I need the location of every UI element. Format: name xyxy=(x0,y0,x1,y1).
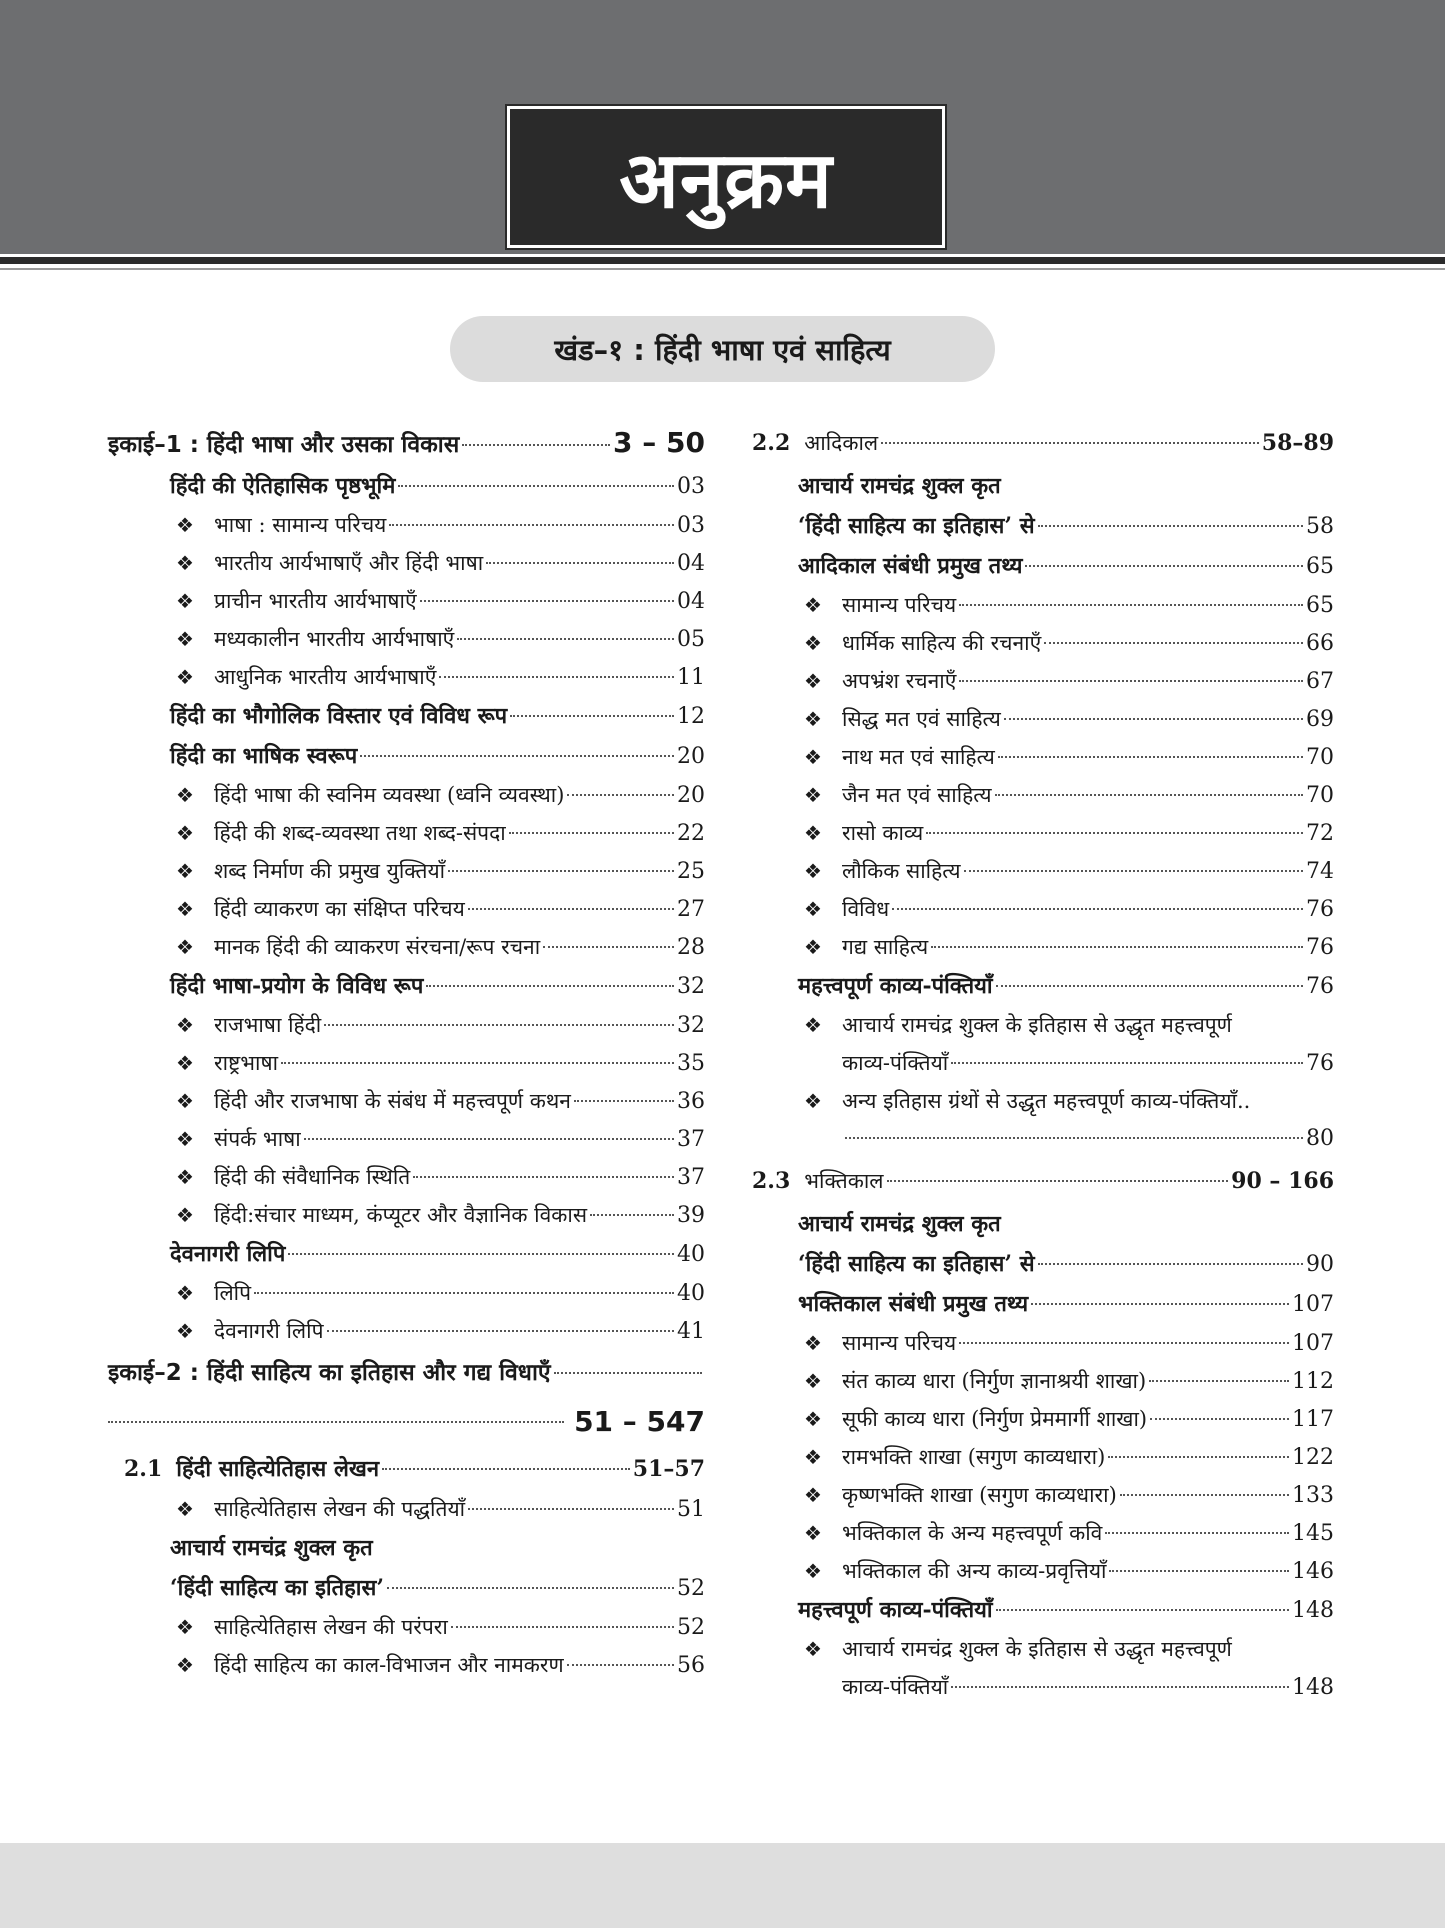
bullet-icon: ❖ xyxy=(176,1497,194,1521)
bullet-icon: ❖ xyxy=(176,627,194,651)
toc-entry[interactable]: ❖ संत काव्य धारा (निर्गुण ज्ञानाश्रयी शाखा) 112 xyxy=(752,1362,1334,1400)
toc-entry[interactable]: ❖ राष्ट्रभाषा 35 xyxy=(108,1044,705,1082)
toc-entry[interactable]: ❖ साहित्येतिहास लेखन की परंपरा 52 xyxy=(108,1608,705,1646)
toc-entry[interactable]: ❖ हिंदी साहित्य का काल-विभाजन और नामकरण 56 xyxy=(108,1646,705,1684)
header-rule xyxy=(0,257,1445,264)
bullet-icon: ❖ xyxy=(176,821,194,845)
toc-entry[interactable]: ❖ अपभ्रंश रचनाएँ 67 xyxy=(752,662,1334,700)
toc-entry[interactable]: हिंदी का भौगोलिक विस्तार एवं विविध रूप 12 xyxy=(170,703,705,729)
page-title: अनुक्रम xyxy=(619,136,833,226)
header-rule-thin xyxy=(0,268,1445,270)
toc-entry[interactable]: ❖ जैन मत एवं साहित्य 70 xyxy=(752,776,1334,814)
bullet-icon: ❖ xyxy=(176,1615,194,1639)
bullet-icon: ❖ xyxy=(804,1559,822,1583)
toc-entry[interactable]: ❖ हिंदी की शब्द-व्यवस्था तथा शब्द-संपदा 22 xyxy=(108,814,705,852)
toc-entry[interactable]: ❖ भक्तिकाल के अन्य महत्त्वपूर्ण कवि 145 xyxy=(752,1514,1334,1552)
bullet-icon: ❖ xyxy=(176,665,194,689)
toc-entry[interactable]: ❖ आचार्य रामचंद्र शुक्ल के इतिहास से उद्धृत महत्त्वपूर्ण xyxy=(752,1630,1334,1668)
toc-entry[interactable]: ❖ गद्य साहित्य 76 xyxy=(752,928,1334,966)
bullet-icon: ❖ xyxy=(804,669,822,693)
toc-unit-2[interactable]: इकाई–2 : हिंदी साहित्य का इतिहास और गद्य विधाएँ xyxy=(108,1350,705,1396)
toc-entry[interactable]: ❖ सिद्ध मत एवं साहित्य 69 xyxy=(752,700,1334,738)
toc-left-column xyxy=(108,420,705,1684)
toc-entry[interactable]: ❖ नाथ मत एवं साहित्य 70 xyxy=(752,738,1334,776)
toc-entry[interactable]: देवनागरी लिपि 40 xyxy=(170,1241,705,1267)
toc-entry[interactable]: ❖ भक्तिकाल की अन्य काव्य-प्रवृत्तियाँ 146 xyxy=(752,1552,1334,1590)
toc-entry[interactable]: आदिकाल संबंधी प्रमुख तथ्य 65 xyxy=(798,553,1334,579)
toc-entry[interactable]: ❖ अन्य इतिहास ग्रंथों से उद्धृत महत्त्वपूर्ण काव्य-पंक्तियाँ.. xyxy=(752,1082,1334,1120)
toc-entry[interactable]: महत्त्वपूर्ण काव्य-पंक्तियाँ 76 xyxy=(798,973,1334,999)
bullet-icon: ❖ xyxy=(804,707,822,731)
toc-entry-continuation[interactable]: 80 xyxy=(752,1120,1334,1158)
toc-entry[interactable]: ❖ आचार्य रामचंद्र शुक्ल के इतिहास से उद्धृत महत्त्वपूर्ण xyxy=(752,1006,1334,1044)
bullet-icon: ❖ xyxy=(804,783,822,807)
footer-band xyxy=(0,1843,1445,1928)
toc-entry[interactable]: हिंदी की ऐतिहासिक पृष्ठभूमि 03 xyxy=(170,473,705,499)
bullet-icon: ❖ xyxy=(804,897,822,921)
bullet-icon: ❖ xyxy=(804,1637,822,1661)
toc-entry[interactable]: आचार्य रामचंद्र शुक्ल कृत xyxy=(170,1535,373,1561)
bullet-icon: ❖ xyxy=(176,1013,194,1037)
toc-entry[interactable]: ❖ भाषा : सामान्य परिचय 03 xyxy=(108,506,705,544)
bullet-icon: ❖ xyxy=(804,631,822,655)
toc-entry[interactable]: ❖ लिपि 40 xyxy=(108,1274,705,1312)
bullet-icon: ❖ xyxy=(176,897,194,921)
toc-entry[interactable]: ❖ हिंदी व्याकरण का संक्षिप्त परिचय 27 xyxy=(108,890,705,928)
toc-entry[interactable]: ❖ रामभक्ति शाखा (सगुण काव्यधारा) 122 xyxy=(752,1438,1334,1476)
toc-entry[interactable]: ❖ हिंदी भाषा की स्वनिम व्यवस्था (ध्वनि व्यवस्था) 20 xyxy=(108,776,705,814)
bullet-icon: ❖ xyxy=(176,1653,194,1677)
toc-entry[interactable]: ❖ साहित्येतिहास लेखन की पद्धतियाँ 51 xyxy=(108,1490,705,1528)
toc-entry[interactable]: ❖ आधुनिक भारतीय आर्यभाषाएँ 11 xyxy=(108,658,705,696)
toc-entry[interactable]: आचार्य रामचंद्र शुक्ल कृत xyxy=(798,1211,1001,1237)
bullet-icon: ❖ xyxy=(176,1089,194,1113)
toc-entry[interactable]: ❖ सूफी काव्य धारा (निर्गुण प्रेममार्गी शाखा) 117 xyxy=(752,1400,1334,1438)
toc-entry-continuation[interactable]: काव्य-पंक्तियाँ 76 xyxy=(842,1051,1334,1076)
toc-entry[interactable]: ❖ हिंदी:संचार माध्यम, कंप्यूटर और वैज्ञानिक विकास 39 xyxy=(108,1196,705,1234)
toc-entry[interactable]: ‘हिंदी साहित्य का इतिहास’ 52 xyxy=(170,1575,705,1601)
bullet-icon: ❖ xyxy=(176,783,194,807)
toc-entry[interactable]: ❖ देवनागरी लिपि 41 xyxy=(108,1312,705,1350)
bullet-icon: ❖ xyxy=(176,1127,194,1151)
section-title: खंड–१ : हिंदी भाषा एवं साहित्य xyxy=(554,332,891,367)
bullet-icon: ❖ xyxy=(804,1089,822,1113)
bullet-icon: ❖ xyxy=(804,745,822,769)
toc-entry[interactable]: महत्त्वपूर्ण काव्य-पंक्तियाँ 148 xyxy=(798,1597,1334,1623)
toc-entry[interactable]: ❖ शब्द निर्माण की प्रमुख युक्तियाँ 25 xyxy=(108,852,705,890)
toc-entry[interactable]: ❖ लौकिक साहित्य 74 xyxy=(752,852,1334,890)
title-box xyxy=(507,106,945,248)
toc-section-2-1[interactable]: 2.1 हिंदी साहित्येतिहास लेखन 51–57 xyxy=(124,1456,705,1482)
toc-entry[interactable]: ❖ धार्मिक साहित्य की रचनाएँ 66 xyxy=(752,624,1334,662)
toc-entry[interactable]: भक्तिकाल संबंधी प्रमुख तथ्य 107 xyxy=(798,1291,1334,1317)
bullet-icon: ❖ xyxy=(176,589,194,613)
bullet-icon: ❖ xyxy=(176,513,194,537)
toc-entry[interactable]: ❖ भारतीय आर्यभाषाएँ और हिंदी भाषा 04 xyxy=(108,544,705,582)
toc-entry[interactable]: ❖ मध्यकालीन भारतीय आर्यभाषाएँ 05 xyxy=(108,620,705,658)
bullet-icon: ❖ xyxy=(804,1331,822,1355)
toc-right-column xyxy=(752,420,1334,1706)
toc-entry[interactable]: ❖ प्राचीन भारतीय आर्यभाषाएँ 04 xyxy=(108,582,705,620)
toc-entry[interactable]: ❖ हिंदी और राजभाषा के संबंध में महत्त्वपूर्ण कथन 36 xyxy=(108,1082,705,1120)
bullet-icon: ❖ xyxy=(176,1051,194,1075)
section-pill xyxy=(450,316,995,382)
bullet-icon: ❖ xyxy=(804,593,822,617)
toc-unit-1[interactable]: इकाई–1 : हिंदी भाषा और उसका विकास 3 – 50 xyxy=(108,426,705,459)
toc-entry[interactable]: ❖ विविध 76 xyxy=(752,890,1334,928)
bullet-icon: ❖ xyxy=(804,821,822,845)
toc-entry[interactable]: ❖ सामान्य परिचय 107 xyxy=(752,1324,1334,1362)
toc-entry[interactable]: ❖ राजभाषा हिंदी 32 xyxy=(108,1006,705,1044)
bullet-icon: ❖ xyxy=(176,1203,194,1227)
toc-entry-continuation[interactable]: काव्य-पंक्तियाँ 148 xyxy=(842,1675,1334,1700)
bullet-icon: ❖ xyxy=(804,1445,822,1469)
toc-entry[interactable]: ‘हिंदी साहित्य का इतिहास’ से 90 xyxy=(798,1251,1334,1277)
bullet-icon: ❖ xyxy=(804,1013,822,1037)
toc-entry[interactable]: हिंदी भाषा-प्रयोग के विविध रूप 32 xyxy=(170,973,705,999)
toc-entry[interactable]: हिंदी का भाषिक स्वरूप 20 xyxy=(170,743,705,769)
bullet-icon: ❖ xyxy=(176,1281,194,1305)
toc-entry[interactable]: ‘हिंदी साहित्य का इतिहास’ से 58 xyxy=(798,513,1334,539)
toc-entry[interactable]: ❖ संपर्क भाषा 37 xyxy=(108,1120,705,1158)
bullet-icon: ❖ xyxy=(804,859,822,883)
toc-entry[interactable]: आचार्य रामचंद्र शुक्ल कृत xyxy=(798,473,1001,499)
toc-section-2-2[interactable]: 2.2 आदिकाल 58–89 xyxy=(752,430,1334,456)
toc-unit-2-page: 51 – 547 xyxy=(108,1396,705,1448)
toc-entry[interactable]: ❖ कृष्णभक्ति शाखा (सगुण काव्यधारा) 133 xyxy=(752,1476,1334,1514)
bullet-icon: ❖ xyxy=(176,1319,194,1343)
bullet-icon: ❖ xyxy=(176,935,194,959)
toc-entry[interactable]: ❖ सामान्य परिचय 65 xyxy=(752,586,1334,624)
bullet-icon: ❖ xyxy=(176,1165,194,1189)
bullet-icon: ❖ xyxy=(176,859,194,883)
bullet-icon: ❖ xyxy=(804,1407,822,1431)
bullet-icon: ❖ xyxy=(804,1483,822,1507)
toc-section-2-3[interactable]: 2.3 भक्तिकाल 90 – 166 xyxy=(752,1168,1334,1194)
bullet-icon: ❖ xyxy=(804,1521,822,1545)
bullet-icon: ❖ xyxy=(804,935,822,959)
bullet-icon: ❖ xyxy=(804,1369,822,1393)
toc-entry[interactable]: ❖ हिंदी की संवैधानिक स्थिति 37 xyxy=(108,1158,705,1196)
toc-entry[interactable]: ❖ मानक हिंदी की व्याकरण संरचना/रूप रचना 28 xyxy=(108,928,705,966)
toc-entry[interactable]: ❖ रासो काव्य 72 xyxy=(752,814,1334,852)
bullet-icon: ❖ xyxy=(176,551,194,575)
